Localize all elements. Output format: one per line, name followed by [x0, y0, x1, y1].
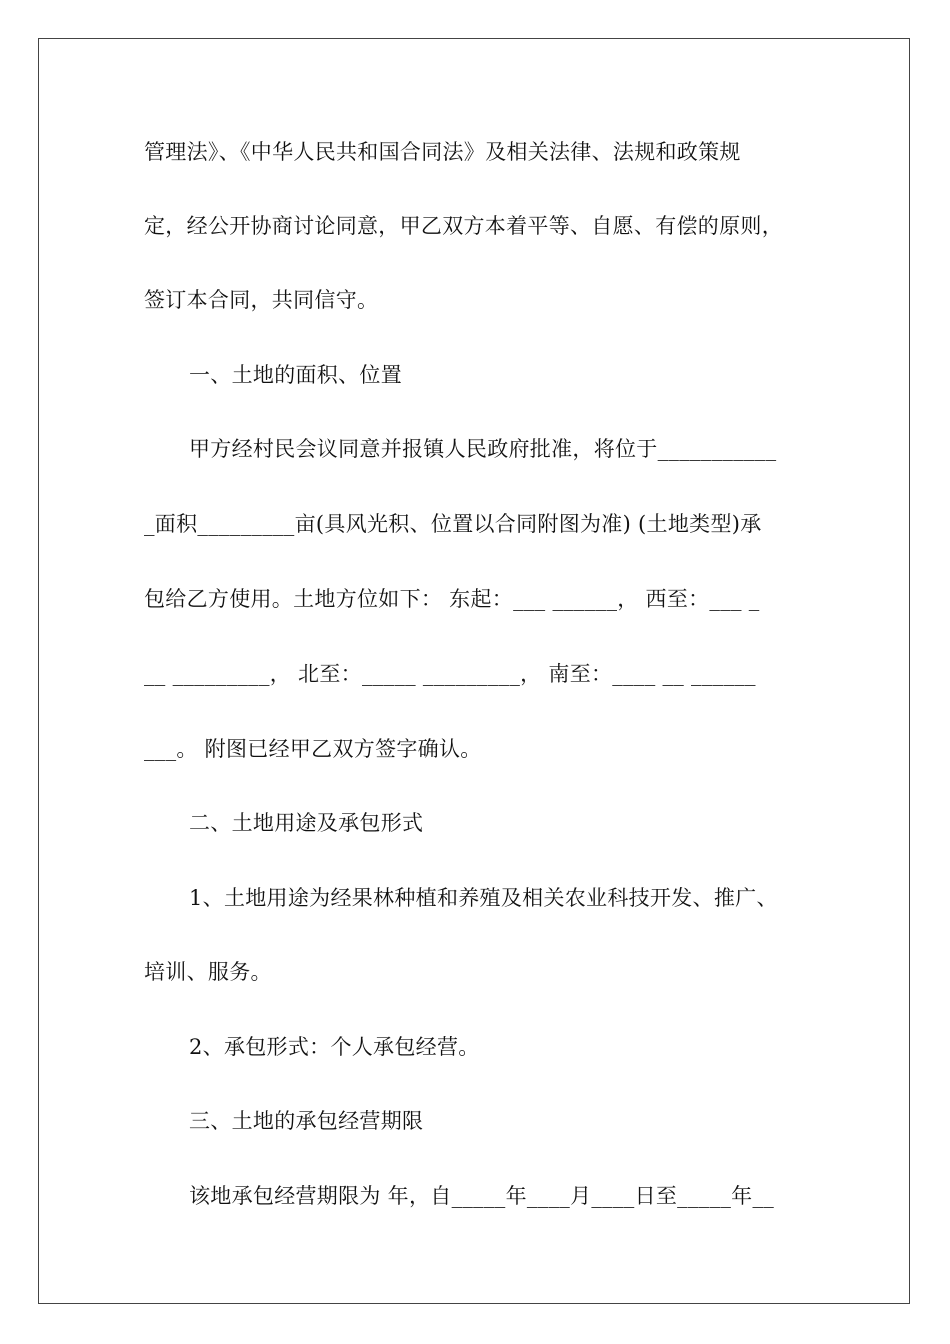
text-line-7: 包给乙方使用。土地方位如下： 东起：___ ______， 西至：___ _ [144, 587, 760, 611]
section-heading-1: 一、土地的面积、位置 [189, 363, 402, 387]
text-line-3: 签订本合同，共同信守。 [144, 288, 379, 312]
text-line-9: ___。 附图已经甲乙双方签字确认。 [144, 737, 482, 761]
text-line-2: 定，经公开协商讨论同意，甲乙双方本着平等、自愿、有偿的原则， [144, 214, 783, 238]
text-line-1: 管理法》、《中华人民共和国合同法》及相关法律、法规和政策规 [144, 140, 741, 164]
text-line-8: __ _________， 北至：_____ _________， 南至：____ __ ______ [144, 662, 756, 686]
text-line-13: 2、承包形式：个人承包经营。 [189, 1035, 480, 1059]
text-line-6: _面积_________亩(具风光积、位置以合同附图为准) (土地类型)承 [144, 512, 762, 536]
text-line-5: 甲方经村民会议同意并报镇人民政府批准，将位于___________ [189, 437, 777, 461]
section-heading-2: 二、土地用途及承包形式 [189, 811, 424, 835]
section-heading-3: 三、土地的承包经营期限 [189, 1109, 424, 1133]
text-line-15: 该地承包经营期限为 年，自_____年____月____日至_____年__ [189, 1184, 775, 1208]
text-line-12: 培训、服务。 [144, 960, 272, 984]
text-line-11: 1、土地用途为经果林种植和养殖及相关农业科技开发、推广、 [189, 886, 778, 910]
